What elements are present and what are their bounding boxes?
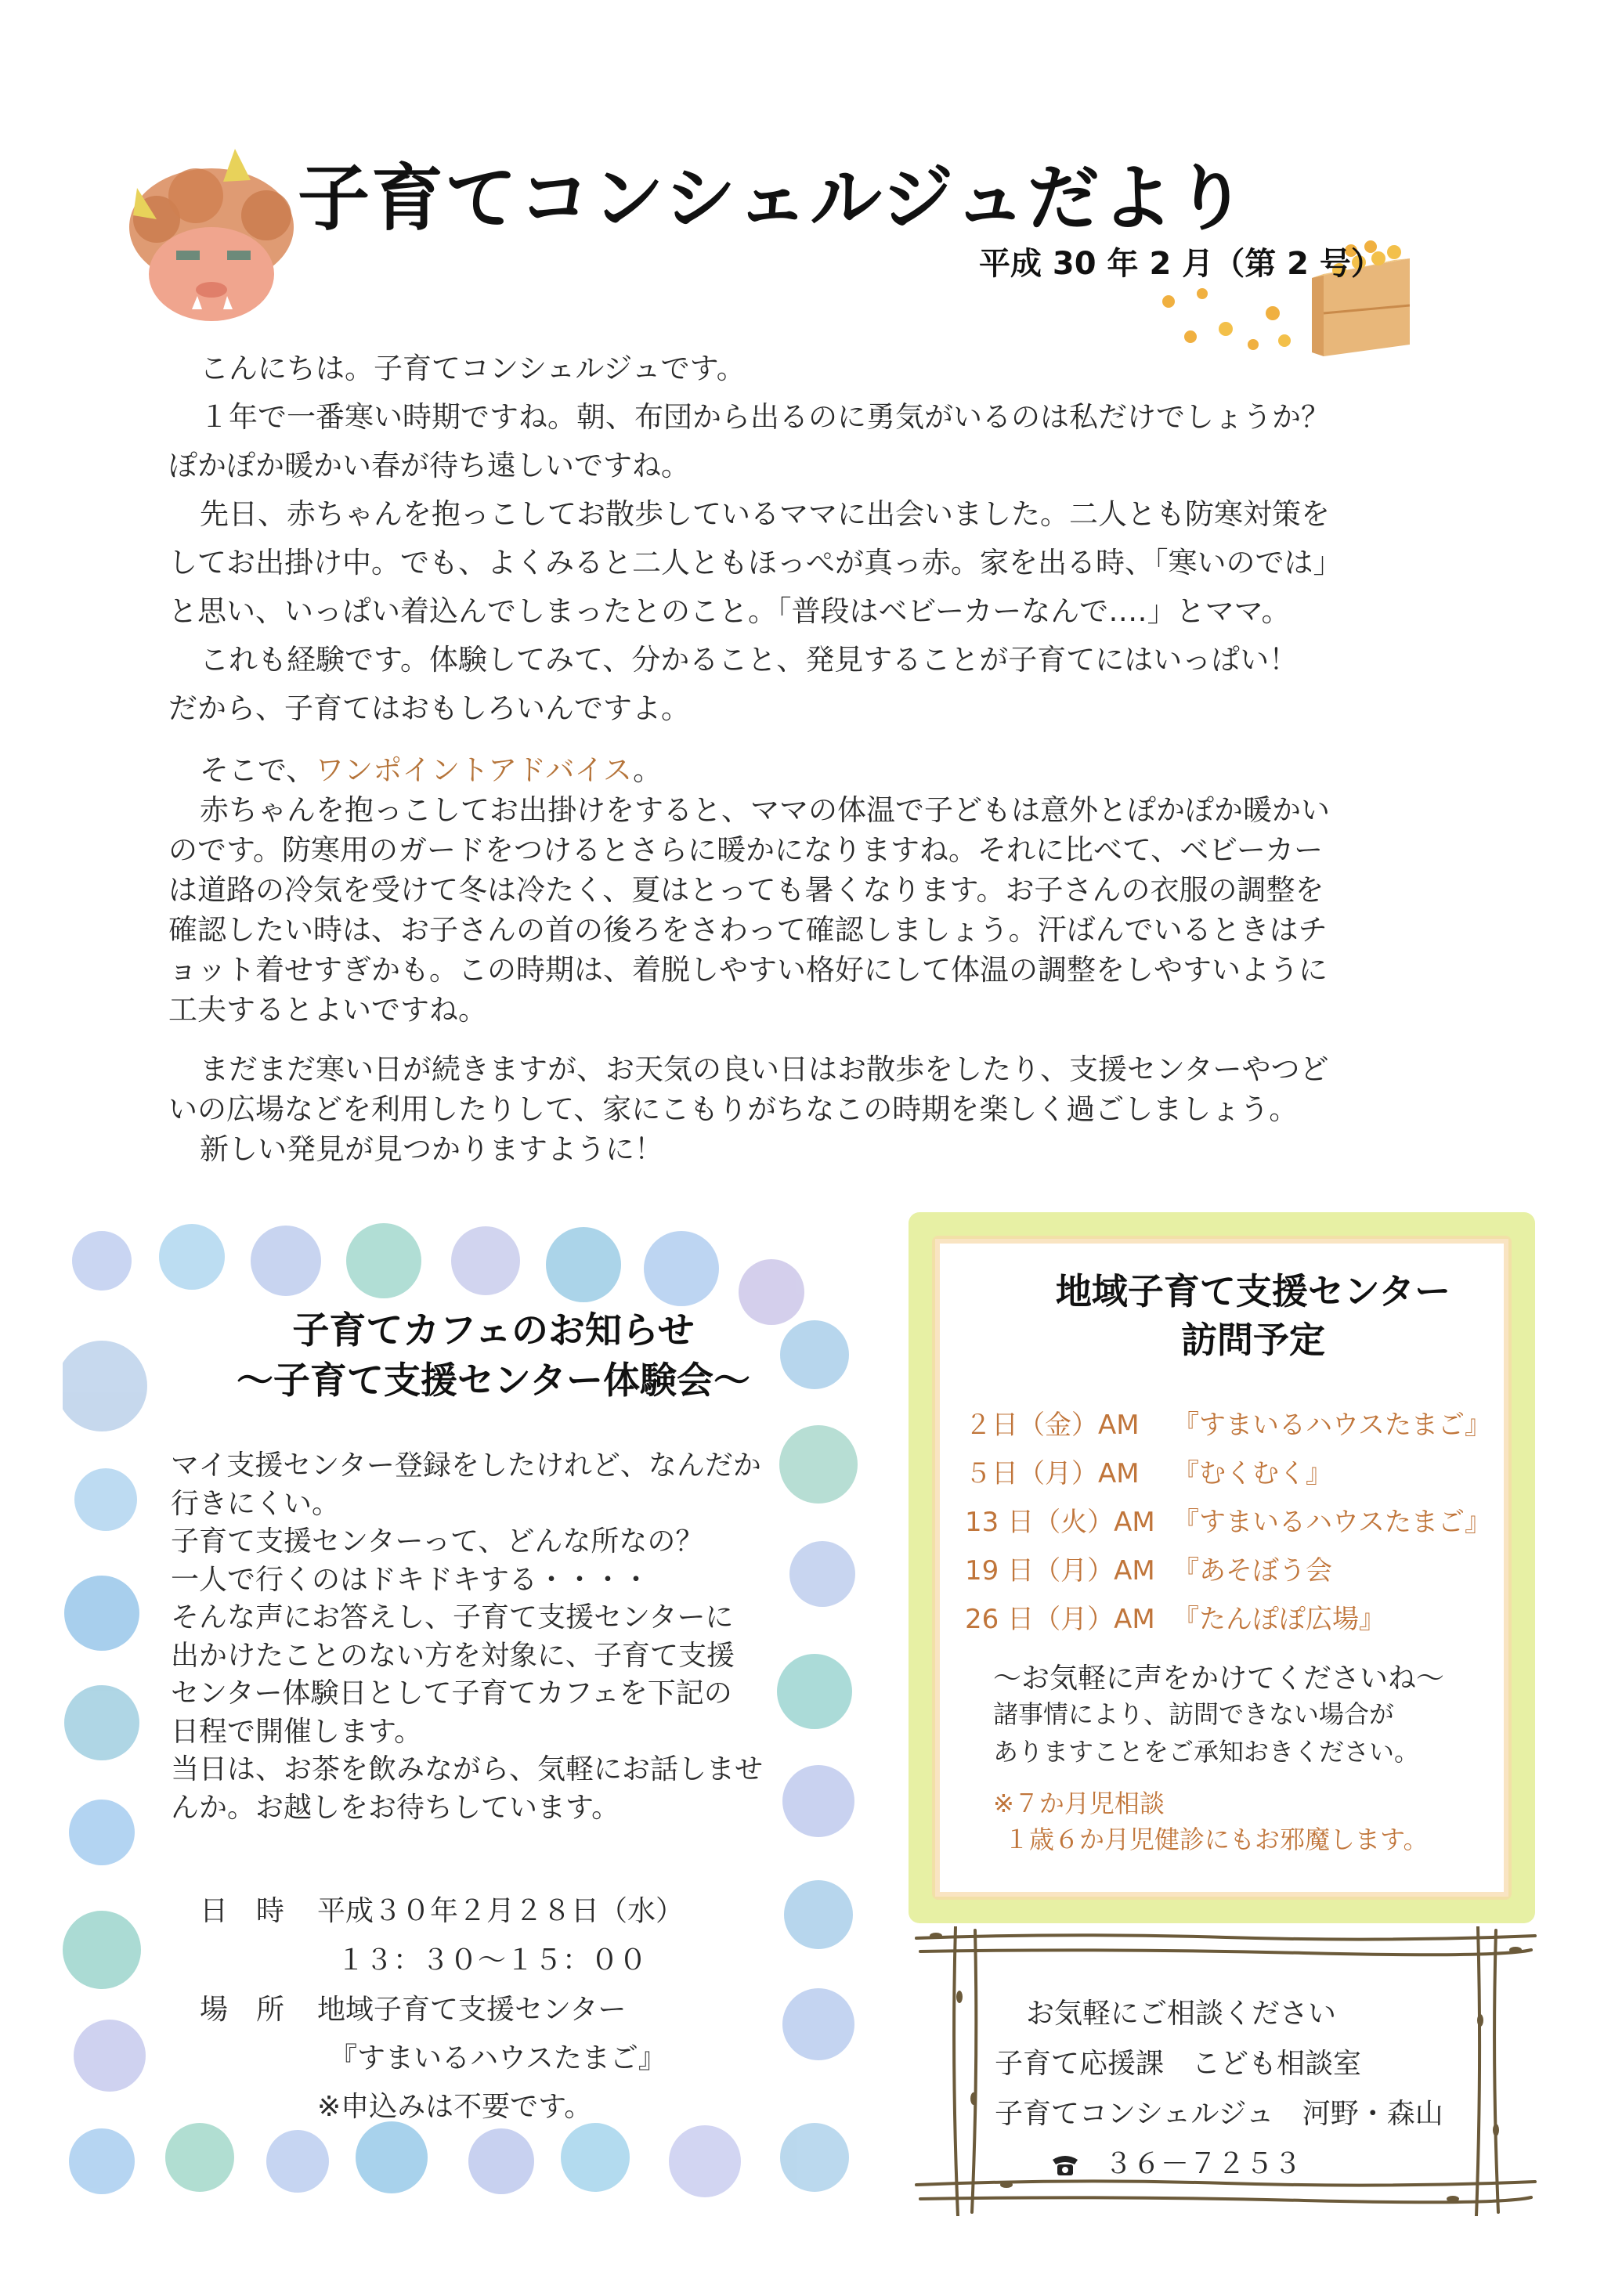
visit-title-line2: 訪問予定	[1181, 1319, 1325, 1361]
visit-place: 『むくむく』	[1172, 1458, 1332, 1489]
advice-lead	[168, 750, 1390, 790]
closing-paragraph	[168, 1049, 1390, 1169]
advice-highlight: ワンポイントアドバイス	[315, 753, 634, 787]
visit-row	[965, 1597, 1385, 1636]
visit-day: 26 日（月）AM	[965, 1604, 1155, 1635]
visit-disclaimer-line: 諸事情により、訪問できない場合が	[993, 1699, 1395, 1729]
intro-line: １年で一番寒い時期ですね。朝、布団から出るのに勇気がいるのは私だけでしょうか？	[200, 400, 1330, 434]
event-place-name: 『すまいるハウスたまご』	[329, 2042, 667, 2074]
event-date: 平成３０年２月２８日（水）	[317, 1895, 685, 1927]
oni-illustration	[110, 133, 313, 337]
closing-line: 新しい発見が見つかりますように！	[200, 1132, 663, 1166]
advice-line: は道路の冷気を受けて冬は冷たく、夏はとっても暑くなります。お子さんの衣服の調整を	[168, 873, 1324, 907]
intro-paragraph	[168, 345, 1390, 733]
contact-phone-row	[995, 2139, 1443, 2190]
cafe-line: 日程で開催します。	[171, 1715, 423, 1748]
phone-icon	[1049, 2152, 1081, 2179]
intro-line: 先日、赤ちゃんを抱っこしてお散歩しているママに出会いました。二人とも防寒対策を	[200, 497, 1330, 531]
advice-paragraph	[168, 750, 1390, 1030]
event-note: ※申込みは不要です。	[317, 2091, 593, 2123]
cafe-line: 行きにくい。	[171, 1487, 341, 1520]
visit-title	[940, 1267, 1566, 1364]
visit-place: 『たんぽぽ広場』	[1172, 1604, 1385, 1635]
event-place: 地域子育て支援センター	[317, 1994, 627, 2026]
cafe-line: 出かけたことのない方を対象に、子育て支援	[171, 1639, 735, 1672]
cafe-line: センター体験日として子育てカフェを下記の	[171, 1677, 732, 1709]
cafe-line: 子育て支援センターって、どんな所なの？	[171, 1525, 704, 1558]
cafe-title	[196, 1306, 791, 1406]
visit-day: ５日（月）AM	[965, 1458, 1140, 1489]
intro-line: と思い、いっぱい着込んでしまったとのこと。「普段はベビーカーなんで‥‥」とママ。	[168, 594, 1291, 628]
newsletter-title: 子育てコンシェルジュだより	[298, 157, 1248, 240]
advice-lead-end: 。	[633, 753, 663, 787]
intro-line: してお出掛け中。でも、よくみると二人ともほっぺが真っ赤。家を出る時、「寒いのでは」	[168, 546, 1342, 579]
visit-place: 『すまいるハウスたまご』	[1172, 1410, 1491, 1441]
visit-invite-note: ～お気軽に声をかけてくださいね～	[993, 1662, 1445, 1695]
advice-line: のです。防寒用のガードをつけるとさらに暖かになりますね。それに比べて、ベビーカー	[168, 833, 1324, 867]
cafe-line: んか。お越しをお待ちしています。	[171, 1791, 620, 1824]
visit-row	[965, 1500, 1491, 1539]
cafe-title-line1: 子育てカフェのお知らせ	[292, 1309, 695, 1352]
cafe-title-line2: ～子育て支援センター体験会～	[236, 1359, 751, 1403]
event-place-label: 場 所	[200, 1994, 285, 2026]
advice-line: 赤ちゃんを抱っこしてお出掛けをすると、ママの体温で子どもは意外とぽかぽか暖かい	[200, 793, 1330, 827]
visit-disclaimer	[993, 1695, 1419, 1771]
visit-extra-line: ※７か月児相談	[993, 1789, 1165, 1818]
visit-day: 19 日（月）AM	[965, 1555, 1155, 1587]
advice-line: ョット着せすぎかも。この時期は、着脱しやすい格好にして体温の調整をしやすいように	[168, 953, 1328, 987]
cafe-body	[171, 1447, 797, 1827]
contact-invite: お気軽にご相談ください	[1026, 1998, 1337, 2030]
visit-extra-line: １歳６か月児健診にもお邪魔します。	[1004, 1825, 1429, 1854]
intro-line: こんにちは。子育てコンシェルジュです。	[200, 352, 746, 385]
closing-line: まだまだ寒い日が続きますが、お天気の良い日はお散歩をしたり、支援センターやつど	[200, 1052, 1329, 1086]
visit-day: 13 日（火）AM	[965, 1507, 1155, 1538]
visit-row	[965, 1549, 1332, 1587]
issue-date: 平成 30 年 2 月（第 2 号）	[979, 246, 1382, 282]
contact-staff: 子育てコンシェルジュ 河野・森山	[995, 2098, 1443, 2130]
visit-title-line1: 地域子育て支援センター	[1055, 1270, 1451, 1312]
closing-line: いの広場などを利用したりして、家にこもりがちなこの時期を楽しく過ごしましょう。	[168, 1092, 1299, 1126]
advice-line: 工夫するとよいですね。	[168, 993, 487, 1027]
cafe-line: 一人で行くのはドキドキする・・・・	[171, 1563, 651, 1596]
visit-day: ２日（金）AM	[965, 1410, 1140, 1441]
cafe-line: 当日は、お茶を飲みながら、気軽にお話しませ	[171, 1753, 764, 1785]
event-time: １３：３０～１５：００	[337, 1944, 648, 1977]
visit-disclaimer-line: ありますことをご承知おきください。	[993, 1737, 1420, 1767]
intro-line: これも経験です。体験してみて、分かること、発見することが子育てにはいっぱい！	[200, 643, 1299, 677]
cafe-line: そんな声にお答えし、子育て支援センターに	[171, 1601, 734, 1634]
event-date-label: 日 時	[200, 1895, 285, 1927]
visit-place: 『すまいるハウスたまご』	[1172, 1507, 1491, 1538]
advice-line: 確認したい時は、お子さんの首の後ろをさわって確認しましょう。汗ばんでいるときはチ	[168, 913, 1328, 947]
contact-block	[995, 1989, 1443, 2190]
intro-line: だから、子育てはおもしろいんですよ。	[168, 691, 690, 725]
visit-row	[965, 1452, 1332, 1490]
intro-line: ぽかぽか暖かい春が待ち遠しいですね。	[168, 449, 690, 482]
contact-phone: ３６－７２５３	[1104, 2148, 1302, 2180]
contact-department: 子育て応援課 こども相談室	[995, 2048, 1362, 2080]
visit-extra-note	[993, 1785, 1428, 1857]
visit-row	[965, 1403, 1491, 1442]
advice-lead-text: そこで、	[200, 753, 316, 787]
cafe-line: マイ支援センター登録をしたけれど、なんだか	[171, 1449, 761, 1482]
visit-place: 『あそぼう会	[1172, 1555, 1332, 1587]
